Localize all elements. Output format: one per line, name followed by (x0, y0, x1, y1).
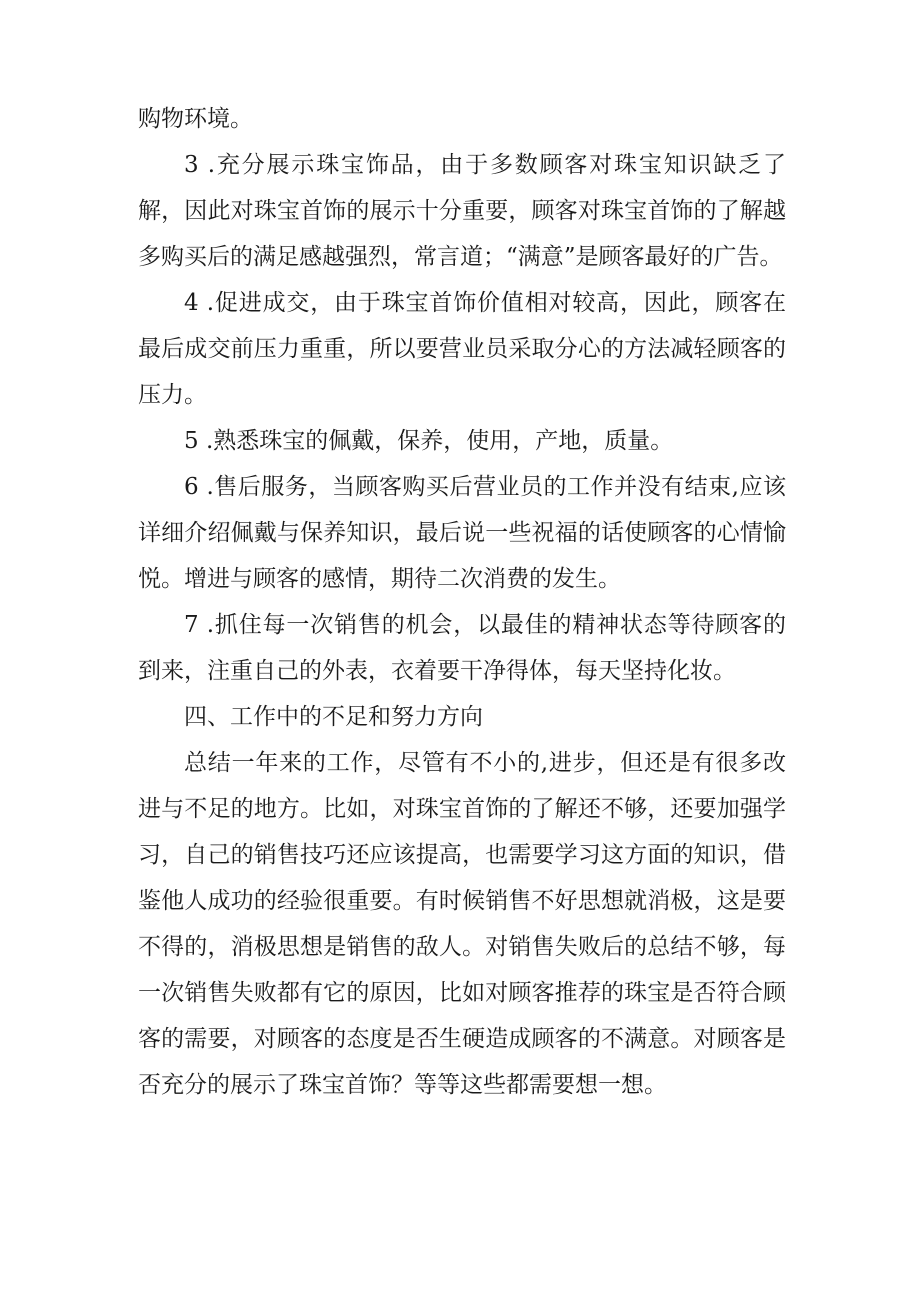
section-heading: 四、工作中的不足和努力方向 (184, 704, 483, 730)
paragraph-item-3: 3 .充分展示珠宝饰品，由于多数顾客对珠宝知识缺乏了解，因此对珠宝首饰的展示十分重要，顾客对珠宝首饰的了解越多购买后的满足感越强烈，常言道；“满意”是顾客最好的广告。 (138, 152, 786, 270)
paragraph-item-5: 5 .熟悉珠宝的佩戴，保养，使用，产地，质量。 (184, 428, 674, 454)
paragraph-summary: 总结一年来的工作，尽管有不小的,进步，但还是有很多改进与不足的地方。比如，对珠宝首饰的了解还不够，还要加强学习，自己的销售技巧还应该提高，也需要学习这方面的知识，借鉴他人成功的经验很重要。有时候销售不好思想就消极，这是要不得的，消极思想是销售的敌人。对销售失败后的总结不够，每一次销售失败都有它的原因，比如对顾客推荐的珠宝是否符合顾客的需要，对顾客的态度是否生硬造成顾客的不满意。对顾客是否充分的展示了珠宝首饰？等等这些都需要想一想。 (138, 750, 786, 1098)
paragraph-continuation: 购物环境。 (138, 106, 253, 132)
paragraph-item-4: 4 .促进成交，由于珠宝首饰价值相对较高，因此，顾客在最后成交前压力重重，所以要营业员采取分心的方法减轻顾客的压力。 (138, 290, 786, 408)
document-body (138, 96, 786, 1108)
paragraph-item-6: 6 .售后服务，当顾客购买后营业员的工作并没有结束,应该详细介绍佩戴与保养知识，最后说一些祝福的话使顾客的心情愉悦。增进与顾客的感情，期待二次消费的发生。 (138, 474, 786, 592)
paragraph-item-7: 7 .抓住每一次销售的机会，以最佳的精神状态等待顾客的到来，注重自己的外表，衣着要干净得体，每天坚持化妆。 (138, 612, 786, 684)
